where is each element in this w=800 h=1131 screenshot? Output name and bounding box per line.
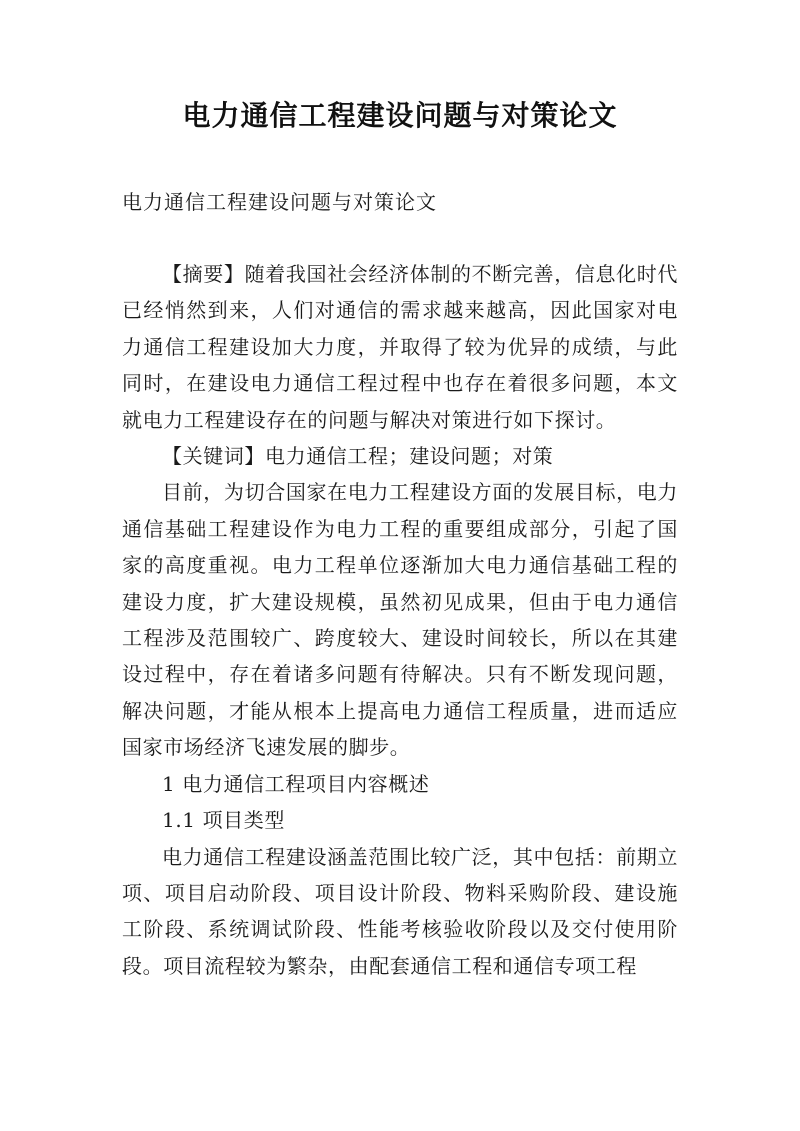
subsection-heading: 1.1 项目类型 bbox=[162, 808, 285, 833]
document-subtitle: 电力通信工程建设问题与对策论文 bbox=[122, 190, 437, 214]
intro-paragraph: 目前，为切合国家在电力工程建设方面的发展目标，电力通信基础工程建设作为电力工程的重要组成部分，引起了国家的高度重视。电力工程单位逐渐加大电力通信基础工程的建设力度，扩大建设规模，虽然初见成果，但由于电力通信工程涉及范围较广、跨度较大、建设时间较长，所以在其建设过程中，存在着诸多问题有待解决。只有不断发现问题，解决问题，才能从根本上提高电力通信工程质量，进而适应国家市场经济飞速发展的脚步。 bbox=[122, 480, 678, 760]
document-title: 电力通信工程建设问题与对策论文 bbox=[182, 99, 618, 132]
section-heading: 1 电力通信工程项目内容概述 bbox=[162, 771, 430, 796]
keywords-paragraph: 【关键词】电力通信工程；建设问题；对策 bbox=[162, 444, 554, 469]
project-type-paragraph: 电力通信工程建设涵盖范围比较广泛，其中包括：前期立项、项目启动阶段、项目设计阶段、物料采购阶段、建设施工阶段、系统调试阶段、性能考核验收阶段以及交付使用阶段。项目流程较为繁杂，由配套通信工程和通信专项工程 bbox=[122, 844, 678, 978]
document-body bbox=[122, 256, 678, 984]
abstract-paragraph: 【摘要】随着我国社会经济体制的不断完善，信息化时代已经悄然到来，人们对通信的需求越来越高，因此国家对电力通信工程建设加大力度，并取得了较为优异的成绩，与此同时，在建设电力通信工程过程中也存在着很多问题，本文就电力工程建设存在的问题与解决对策进行如下探讨。 bbox=[122, 262, 678, 432]
